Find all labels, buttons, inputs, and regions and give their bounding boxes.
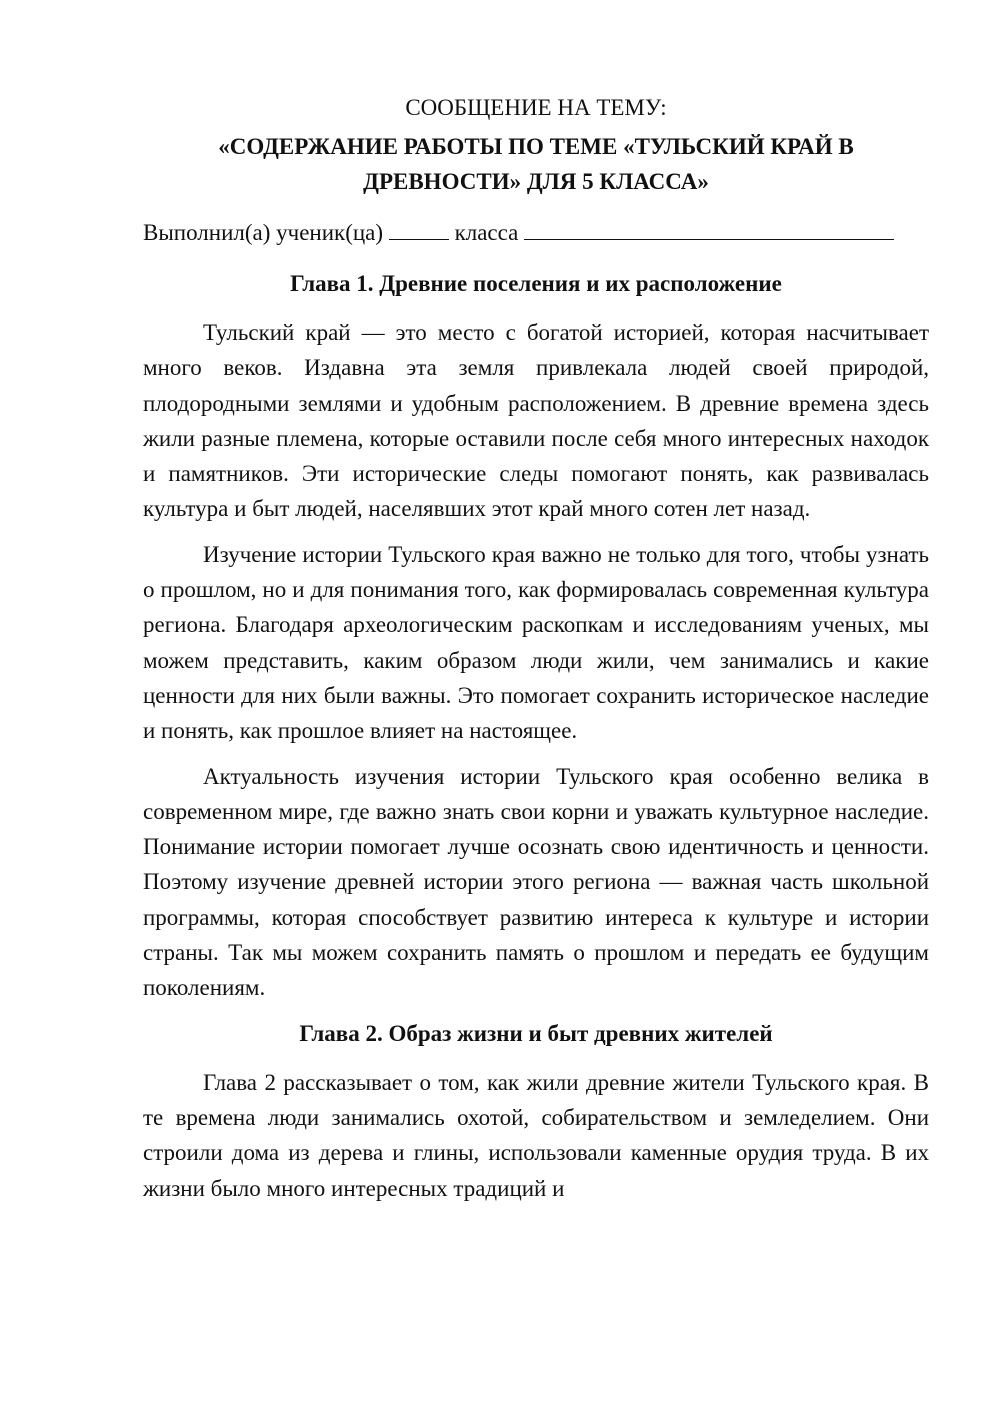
- class-number-blank: [389, 213, 449, 240]
- class-label: класса: [454, 220, 519, 245]
- performed-by-line: [143, 213, 929, 250]
- chapter-1-paragraph: Актуальность изучения истории Тульского края особенно велика в современном мире, где важно знать свои корни и уважать культурное наследие. Понимание истории помогает лучше осознать свою идентичность и ценности. Поэтому изучение древней истории этого региона — важная часть школьной программы, которая способствует развитию интереса к культуре и истории страны. Так мы можем сохранить память о прошлом и передать ее будущим поколениям.: [143, 763, 929, 1001]
- performed-label: Выполнил(а) ученик(ца): [143, 220, 384, 245]
- document-page: [143, 90, 929, 1216]
- chapter-1-paragraph: Изучение истории Тульского края важно не только для того, чтобы узнать о прошлом, но и для понимания того, как формировалась современная культура региона. Благодаря археологическим раскопкам и исследованиям ученых, мы можем представить, каким образом люди жили, чем занимались и какие ценности для них были важны. Это помогает сохранить историческое наследие и понять, как прошлое влияет на настоящее.: [143, 541, 929, 744]
- chapter-1-title: Глава 1. Древние поселения и их расположение: [290, 271, 782, 296]
- document-title: «СОДЕРЖАНИЕ РАБОТЫ ПО ТЕМЕ «ТУЛЬСКИЙ КРАЙ В ДРЕВНОСТИ» ДЛЯ 5 КЛАССА»: [218, 134, 854, 194]
- chapter-2-paragraph: Глава 2 рассказывает о том, как жили древние жители Тульского края. В те времена люди занимались охотой, собирательством и земледелием. Они строили дома из дерева и глины, использовали каменные орудия труда. В их жизни было много интересных традиций и: [143, 1069, 929, 1201]
- chapter-2-title: Глава 2. Образ жизни и быт древних жителей: [299, 1020, 773, 1046]
- chapter-1-paragraph: Тульский край — это место с богатой историей, которая насчитывает много веков. Издавна эта земля привлекала людей своей природой, плодородными землями и удобным расположением. В древние времена здесь жили разные племена, которые оставили после себя много интересных находок и памятников. Эти исторические следы помогают понять, как развивалась культура и быт людей, населявших этот край много сотен лет назад.: [143, 320, 929, 522]
- topic-label: СООБЩЕНИЕ НА ТЕМУ:: [405, 95, 667, 120]
- student-name-blank: [524, 213, 894, 240]
